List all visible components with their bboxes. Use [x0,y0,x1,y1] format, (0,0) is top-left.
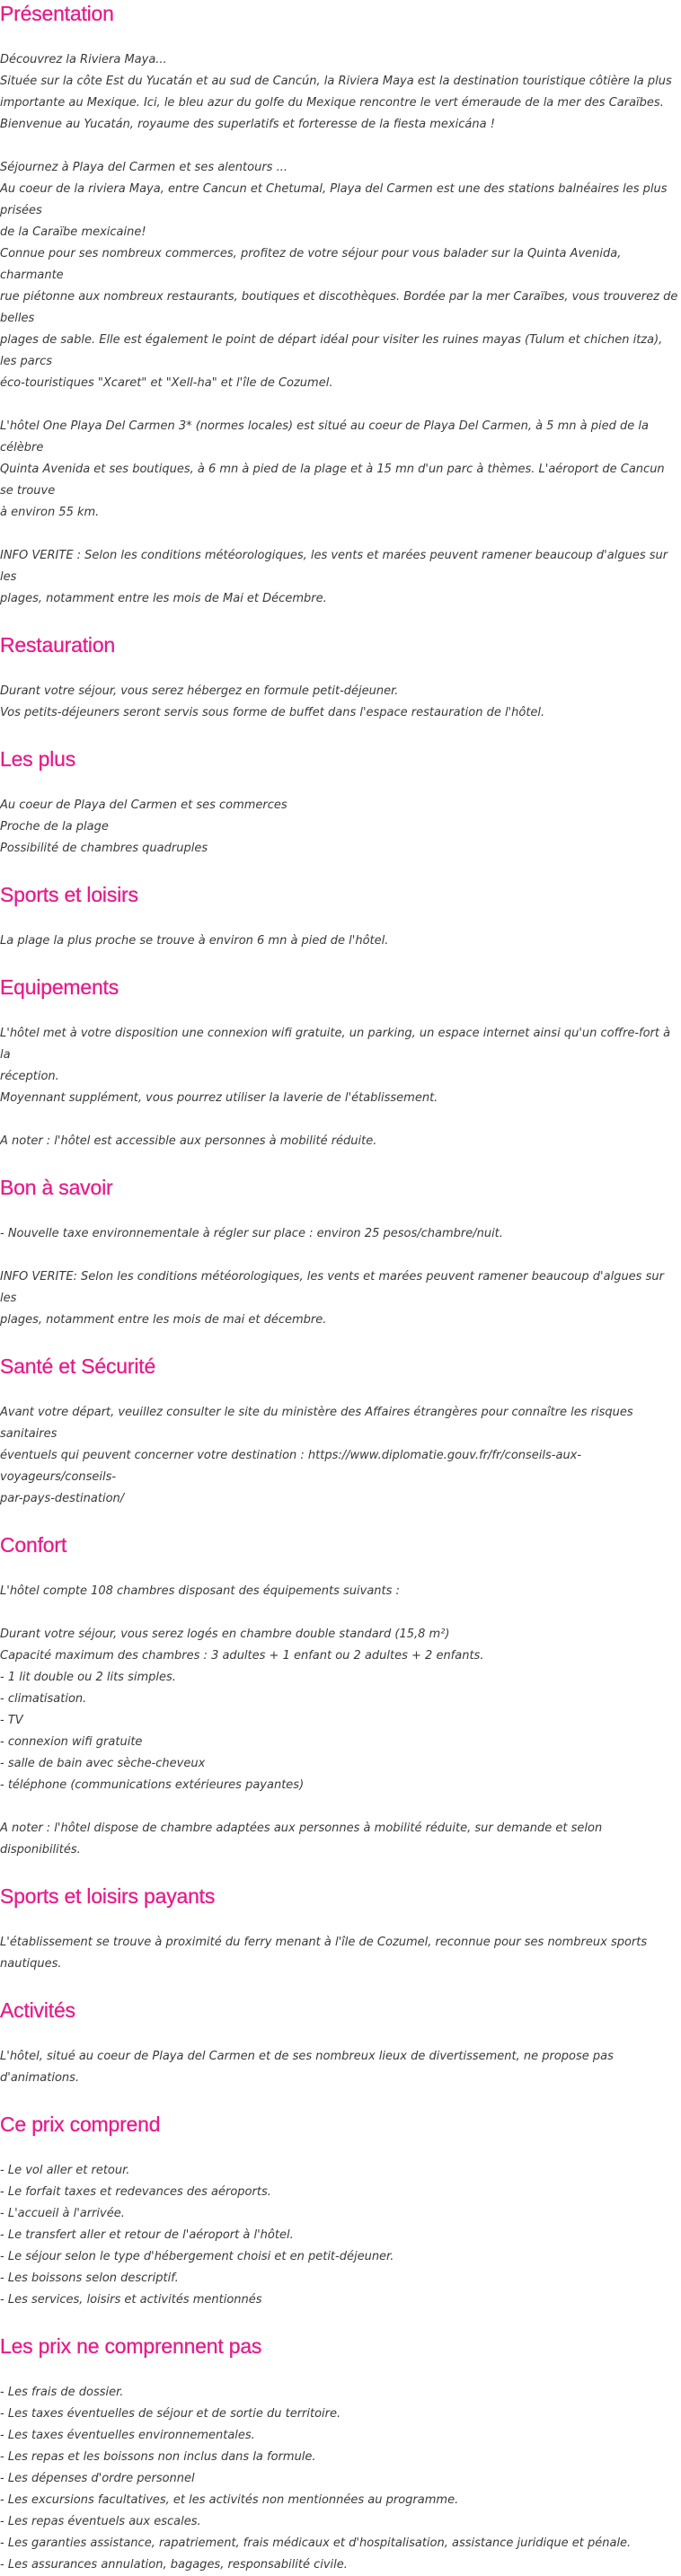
text-line: - Le vol aller et retour. [0,2164,130,2177]
text-line: L'établissement se trouve à proximité du ferry menant à l'île de Cozumel, reconnue pour ses nombreux sports nautiques. [0,1936,651,1971]
text-line [0,1602,681,1624]
text-line: - 1 lit double ou 2 lits simples. [0,1671,176,1684]
section-3 [0,881,681,974]
text-line: La plage la plus proche se trouve à environ 6 mn à pied de l'hôtel. [0,934,389,948]
text-line: - connexion wifi gratuite [0,1735,143,1749]
text-line [0,524,681,545]
text-line [0,1559,681,1581]
text-line: importante au Mexique. Ici, le bleu azur du golfe du Mexique rencontre le vert émeraude de la mer des Caraïbes. [0,96,664,110]
text-line [0,1796,681,1818]
section-0 [0,0,681,631]
text-line: de la Caraïbe mexicaine! [0,225,146,239]
text-line: plages de sable. Elle est également le point de départ idéal pour visiter les ruines mayas (Tulum et chichen itza), les parcs [0,333,667,368]
text-line: Quinta Avenida et ses boutiques, à 6 mn à pied de la plage et à 15 mn d'un parc à thèmes. L'aéroport de Cancun se trouve [0,463,668,498]
section-body [0,909,681,974]
section-9 [0,1997,681,2111]
section-5 [0,1174,681,1353]
text-line: - Les dépenses d'ordre personnel [0,2472,195,2485]
text-line: - climatisation. [0,1692,87,1706]
text-line: L'hôtel One Playa Del Carmen 3* (normes locales) est situé au coeur de Playa Del Carmen, à 5 mn à pied de la célèbre [0,419,653,454]
section-title: Restauration [0,633,116,657]
text-line: - Les excursions facultatives, et les activités non mentionnées au programme. [0,2493,459,2507]
section-title: Sports et loisirs payants [0,1884,216,1908]
text-line: Avant votre départ, veuillez consulter le site du ministère des Affaires étrangères pour connaître les risques sanitaires [0,1406,637,1441]
section-2 [0,745,681,881]
text-line [0,1381,681,1402]
section-body [0,659,681,745]
section-title: Sports et loisirs [0,883,138,906]
text-line [0,1245,681,1266]
text-line [0,136,681,157]
text-line: - Les garanties assistance, rapatriement, frais médicaux et d'hospitalisation, assistance juridique et pénale. [0,2536,632,2550]
section-body [0,1381,681,1531]
text-line: L'hôtel compte 108 chambres disposant des équipements suivants : [0,1584,400,1598]
text-line [0,952,681,974]
section-title: Présentation [0,2,114,25]
text-line [0,2139,681,2160]
text-line [0,394,681,416]
text-line: - Les repas et les boissons non inclus dans la formule. [0,2450,316,2464]
text-line: Séjournez à Playa del Carmen et ses alentours ... [0,161,287,174]
text-line: - TV [0,1714,23,1727]
text-line: - Le transfert aller et retour de l'aéroport à l'hôtel. [0,2228,294,2242]
text-line: - Les taxes éventuelles environnementales. [0,2429,255,2442]
text-line: - Les services, loisirs et activités mentionnés [0,2293,262,2307]
text-line [0,724,681,745]
text-line [0,1001,681,1023]
section-title: Confort [0,1533,67,1557]
text-line: éco-touristiques "Xcaret" et "Xell-ha" et l'île de Cozumel. [0,376,333,390]
text-line [0,1152,681,1174]
text-line: INFO VERITE: Selon les conditions météorologiques, les vents et marées peuvent ramener beaucoup d'algues sur les [0,1270,668,1305]
text-line: Connue pour ses nombreux commerces, profitez de votre séjour pour vous balader sur la Quinta Avenida, charmante [0,247,625,282]
text-line [0,610,681,631]
section-1 [0,631,681,745]
text-line: Durant votre séjour, vous serez logés en chambre double standard (15,8 m²) [0,1628,450,1641]
text-line: - Le séjour selon le type d'hébergement choisi et en petit-déjeuner. [0,2250,394,2263]
text-line [0,1510,681,1531]
text-line: Proche de la plage [0,820,109,834]
text-line [0,1331,681,1353]
text-line: éventuels qui peuvent concerner votre destination : https://www.diplomatie.gouv.fr/fr/conseils-aux-voyageurs/conseils- [0,1449,582,1484]
text-line: - Les taxes éventuelles de séjour et de sortie du territoire. [0,2407,341,2421]
text-line: L'hôtel met à votre disposition une connexion wifi gratuite, un parking, un espace internet ainsi qu'un coffre-fort à la [0,1027,675,1062]
text-line: Située sur la côte Est du Yucatán et au sud de Cancún, la Riviera Maya est la destination touristique côtière la plus [0,75,672,88]
text-line [0,1202,681,1223]
text-line: Au coeur de Playa del Carmen et ses commerces [0,798,287,812]
text-line [0,2025,681,2046]
text-line [0,1861,681,1883]
text-line: - Les frais de dossier. [0,2386,124,2399]
text-line: - Les assurances annulation, bagages, responsabilité civile. [0,2558,348,2572]
section-6 [0,1353,681,1531]
section-body [0,28,681,631]
section-body [0,2139,681,2333]
text-line [0,1910,681,1932]
section-8 [0,1883,681,1997]
text-line: Au coeur de la riviera Maya, entre Cancun et Chetumal, Playa del Carmen est une des stations balnéaires les plus prisées [0,182,671,217]
text-line: rue piétonne aux nombreux restaurants, boutiques et discothèques. Bordée par la mer Caraïbes, vous trouverez de belles [0,290,678,325]
text-line [0,909,681,931]
text-line: plages, notamment entre les mois de mai et décembre. [0,1313,327,1327]
text-line: INFO VERITE : Selon les conditions météorologiques, les vents et marées peuvent ramener beaucoup d'algues sur les [0,549,672,584]
text-line [0,2360,681,2382]
text-line [0,1975,681,1997]
text-line: Découvrez la Riviera Maya... [0,53,167,66]
section-title: Equipements [0,975,119,999]
text-line: Capacité maximum des chambres : 3 adultes + 1 enfant ou 2 adultes + 2 enfants. [0,1649,484,1663]
text-line: réception. [0,1070,59,1083]
text-line: A noter : l'hôtel dispose de chambre adaptées aux personnes à mobilité réduite, sur demande et selon disponibilités. [0,1822,606,1857]
text-line: - téléphone (communications extérieures payantes) [0,1778,305,1792]
text-line: à environ 55 km. [0,506,100,519]
text-line [0,2311,681,2333]
section-body [0,1202,681,1353]
text-line: - salle de bain avec sèche-cheveux [0,1757,206,1770]
text-line [0,773,681,795]
text-line: - Nouvelle taxe environnementale à régler sur place : environ 25 pesos/chambre/nuit. [0,1227,503,1240]
section-title: Ce prix comprend [0,2113,161,2136]
text-line [0,860,681,881]
section-4 [0,974,681,1174]
text-line: - L'accueil à l'arrivée. [0,2207,125,2220]
text-line: - Les repas éventuels aux escales. [0,2515,201,2528]
section-title: Les plus [0,747,76,771]
section-11 [0,2333,681,2576]
text-line [0,2089,681,2111]
section-body [0,1910,681,1997]
section-body [0,773,681,881]
text-line: Bienvenue au Yucatán, royaume des superlatifs et forteresse de la fiesta mexicána ! [0,118,495,131]
text-line: Possibilité de chambres quadruples [0,842,208,855]
section-body [0,1559,681,1883]
text-line [0,1109,681,1131]
text-line: plages, notamment entre les mois de Mai et Décembre. [0,592,327,605]
text-line: par-pays-destination/ [0,1492,125,1505]
text-line [0,28,681,49]
section-body [0,1001,681,1174]
section-7 [0,1531,681,1883]
section-body [0,2025,681,2111]
section-title: Bon à savoir [0,1176,113,1199]
section-10 [0,2111,681,2333]
text-line: Durant votre séjour, vous serez hébergez en formule petit-déjeuner. [0,684,399,698]
section-title: Santé et Sécurité [0,1354,156,1378]
section-title: Activités [0,1998,75,2022]
text-line: A noter : l'hôtel est accessible aux personnes à mobilité réduite. [0,1134,377,1148]
section-title: Les prix ne comprennent pas [0,2334,262,2358]
text-line: Vos petits-déjeuners seront servis sous forme de buffet dans l'espace restauration de l'hôtel. [0,706,545,719]
text-line [0,659,681,681]
text-line: Moyennant supplément, vous pourrez utiliser la laverie de l'établissement. [0,1091,438,1105]
section-body [0,2360,681,2576]
text-line: - Le forfait taxes et redevances des aéroports. [0,2185,271,2199]
text-line: L'hôtel, situé au coeur de Playa del Carmen et de ses nombreux lieux de divertissement, ne propose pas d'animations. [0,2050,618,2085]
text-line: - Les boissons selon descriptif. [0,2272,179,2285]
